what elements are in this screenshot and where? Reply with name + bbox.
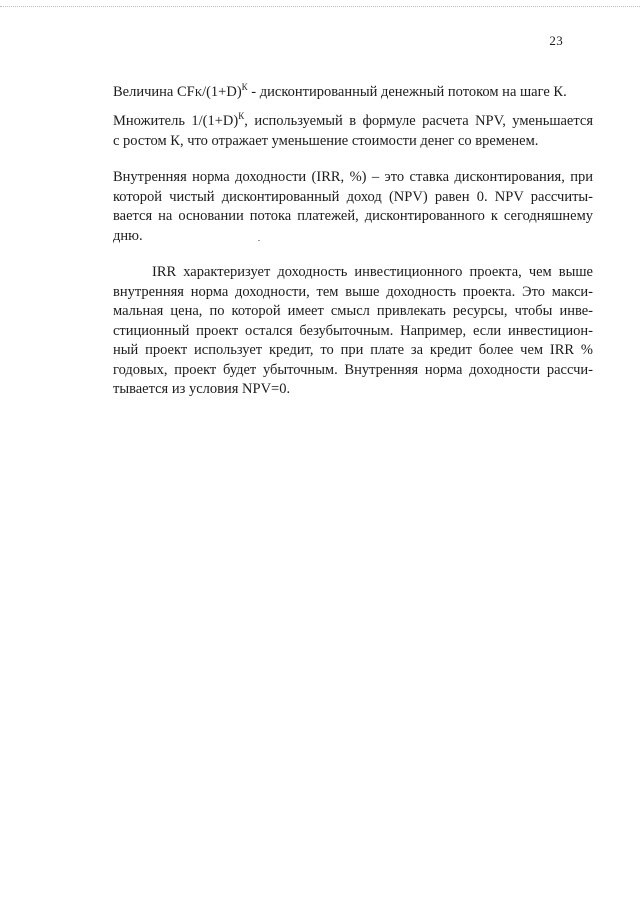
paragraph-irr-definition [113,168,593,246]
paragraph-line: с ростом К, что отражает уменьшение стоимости денег со временем. [113,132,539,149]
cf-subscript: К [194,87,203,99]
paragraph-line: дню. [113,227,143,244]
cf-mid: /(1+D) [202,84,242,100]
multiplier-prefix: Множитель 1/(1+D) [113,113,239,129]
page-number: 23 [549,33,563,48]
page-top-edge [0,0,640,7]
paragraph-line [113,112,593,132]
paragraph-line: Внутренняя норма доходности (IRR, %) – это ставка дисконтирования, при [113,169,593,185]
paragraph-line: ный проект использует кредит, то при плате за кредит более чем IRR % [113,342,593,358]
paragraph-line: стиционный проект остался безубыточным. Например, если инвестицион- [113,322,593,339]
multiplier-superscript: К [238,111,245,122]
paragraph-irr-characteristic [113,263,593,400]
first-line-text: IRR характеризует доходность инвестиционного проекта, чем выше [152,264,593,280]
paragraph-line: годовых, проект будет убыточным. Внутренняя норма доходности рассчи- [113,361,593,378]
cf-prefix: Величина CF [113,84,195,100]
paragraph-line: внутренняя норма доходности, тем выше доходность проекта. Это макси- [113,283,593,300]
paragraph-line [113,83,593,104]
cf-suffix: - дисконтированный денежный потоком на шаге К. [247,84,567,100]
paragraph-line: которой чистый дисконтированный доход (NPV) равен 0. NPV рассчиты- [113,188,593,205]
paragraph-line: тывается из условия NPV=0. [113,381,291,397]
paragraph-line [113,263,593,283]
paragraph-multiplier [113,112,593,151]
paragraph-cf-definition [113,83,593,104]
scan-speck [258,240,260,241]
multiplier-suffix: , используемый в формуле расчета NPV, уменьшается [244,113,593,129]
cf-superscript: К [241,82,248,93]
paragraph-line: вается на основании потока платежей, дисконтированного к сегодняшнему [113,208,593,224]
paragraph-line: мальная цена, по которой имеет смысл привлекать ресурсы, чтобы инве- [113,303,593,319]
